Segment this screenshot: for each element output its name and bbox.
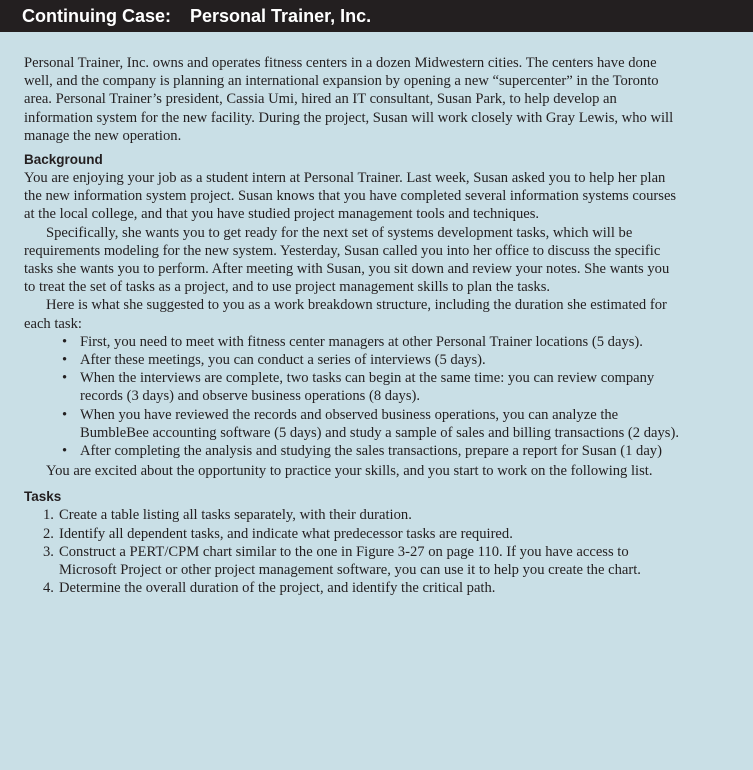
- wbs-bullet-item: [62, 369, 684, 405]
- background-paragraph-2: Specifically, she wants you to get ready for the next set of systems development tasks, which will be requirements modeling for the new system. Yesterday, Susan called you into her office to discuss the specific tasks she wants you to perform. After meeting with Susan, you sit down and review your notes. She wants you to treat the set of tasks as a project, and to use project management skills to plan the tasks.: [24, 224, 670, 296]
- wbs-bullet-list: [24, 333, 684, 460]
- background-paragraph-3: Here is what she suggested to you as a work breakdown structure, including the duration she estimated for each task:: [24, 297, 667, 332]
- background-heading: Background: [24, 152, 103, 168]
- background-paragraph-4: You are excited about the opportunity to practice your skills, and you start to work on the following list.: [46, 463, 653, 480]
- wbs-bullet-item: [62, 442, 684, 460]
- case-label: Continuing Case:: [22, 6, 171, 26]
- case-header: [0, 0, 753, 32]
- wbs-bullet-text: When you have reviewed the records and observed business operations, you can analyze the BumbleBee accounting software (5 days) and study a sample of sales and billing transactions (2 days).: [80, 406, 679, 441]
- task-text: Determine the overall duration of the project, and identify the critical path.: [59, 580, 496, 597]
- wbs-bullet-item: [62, 333, 684, 351]
- task-number: 4.: [43, 580, 54, 597]
- task-text: Identify all dependent tasks, and indicate what predecessor tasks are required.: [59, 525, 513, 542]
- case-content: [24, 54, 684, 597]
- task-item: [43, 543, 684, 579]
- task-item: [43, 579, 684, 597]
- background-paragraph-1: You are enjoying your job as a student intern at Personal Trainer. Last week, Susan asked you to help her plan the new information system project. Susan knows that you have completed several information systems courses at the local college, and that you have studied project management tools and techniques.: [24, 170, 677, 223]
- intro-paragraph: Personal Trainer, Inc. owns and operates fitness centers in a dozen Midwestern cities. The centers have done well, and the company is planning an international expansion by opening a new “supercenter” in the Toronto area. Personal Trainer’s president, Cassia Umi, hired an IT consultant, Susan Park, to help develop an information system for the new facility. During the project, Susan will work closely with Gray Lewis, who will manage the new operation.: [24, 55, 674, 144]
- bullet-symbol: •: [62, 370, 68, 387]
- task-text: Construct a PERT/CPM chart similar to the one in Figure 3-27 on page 110. If you have access to Microsoft Project or other project management software, you can use it to help you create the chart.: [59, 543, 641, 579]
- wbs-bullet-text: When the interviews are complete, two tasks can begin at the same time: you can review company records (3 days) and observe business operations (8 days).: [80, 370, 655, 405]
- task-item: [43, 506, 684, 524]
- wbs-bullet-text: After completing the analysis and studying the sales transactions, prepare a report for Susan (1 day): [80, 443, 662, 460]
- wbs-bullet-text: First, you need to meet with fitness center managers at other Personal Trainer locations (5 days).: [80, 333, 643, 350]
- bullet-symbol: •: [62, 406, 68, 423]
- wbs-bullet-item: [62, 351, 684, 369]
- task-number: 1.: [43, 507, 54, 524]
- bullet-symbol: •: [62, 443, 68, 460]
- bullet-symbol: •: [62, 333, 68, 350]
- case-title: Personal Trainer, Inc.: [190, 6, 372, 26]
- task-number: 3.: [43, 543, 54, 560]
- bullet-symbol: •: [62, 352, 68, 369]
- task-text: Create a table listing all tasks separately, with their duration.: [59, 507, 412, 524]
- task-number: 2.: [43, 525, 54, 542]
- tasks-heading: Tasks: [24, 489, 62, 505]
- wbs-bullet-text: After these meetings, you can conduct a series of interviews (5 days).: [80, 352, 486, 369]
- tasks-list: [24, 506, 684, 597]
- task-item: [43, 525, 684, 543]
- wbs-bullet-item: [62, 406, 684, 442]
